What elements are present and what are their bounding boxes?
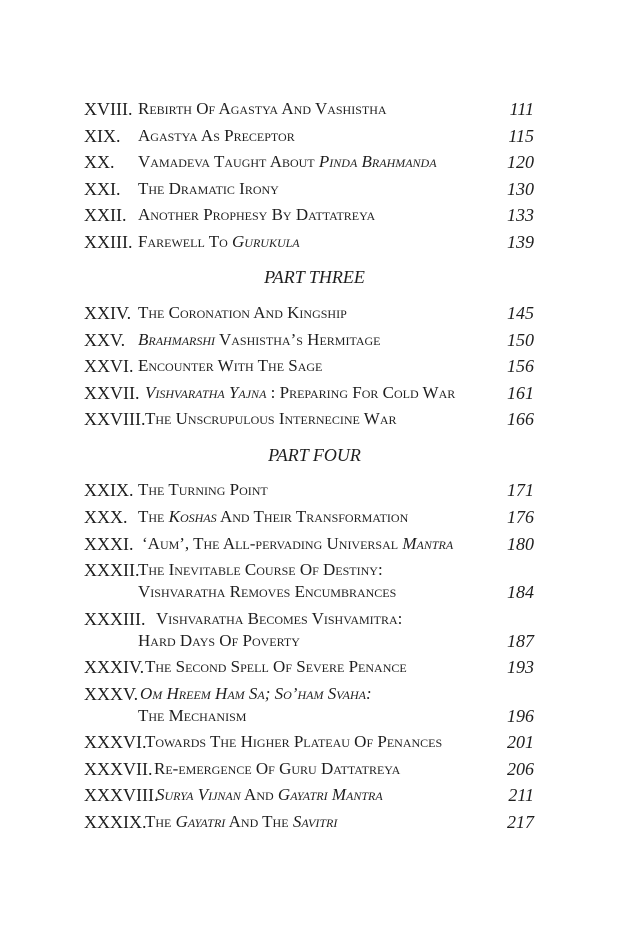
chapter-number: XX. (84, 152, 115, 172)
title-text: Farewell To (138, 232, 233, 251)
page-number: 184 (507, 582, 534, 602)
chapter-title: The Turning Point (138, 480, 268, 499)
toc-entry (84, 329, 536, 351)
toc-entry-page (84, 705, 536, 727)
title-italic: Koshas (168, 507, 217, 526)
title-text: The (145, 812, 176, 831)
chapter-number: XVIII. (84, 99, 133, 119)
chapter-title: The Coronation And Kingship (138, 303, 347, 322)
page-number: 211 (508, 785, 534, 805)
chapter-number: XXXVII. (84, 759, 153, 779)
title-text: : Preparing For Cold War (266, 383, 456, 402)
chapter-title: Towards The Higher Plateau Of Penances (145, 732, 443, 751)
chapter-title (140, 683, 372, 705)
chapter-number: XXX. (84, 507, 128, 527)
page-number: 111 (509, 99, 534, 119)
toc-entry (84, 231, 536, 253)
chapter-title: The Unscrupulous Internecine War (145, 409, 397, 428)
page-number: 133 (507, 205, 534, 225)
title-text: And Their Transformation (216, 507, 409, 526)
title-italic: Surya Vijnan (156, 785, 241, 804)
toc-entry-page (84, 630, 536, 652)
chapter-number: XXVII. (84, 383, 140, 403)
chapter-number: XXXIV. (84, 657, 145, 677)
title-italic: Brahmarshi (138, 330, 216, 349)
chapter-title: Vishvaratha Becomes Vishvamitra: (156, 609, 403, 628)
page-number: 193 (507, 657, 534, 677)
toc-entry (84, 811, 536, 833)
chapter-number: XXXII. (84, 560, 140, 580)
chapter-number: XXV. (84, 330, 126, 350)
chapter-title: Encounter With The Sage (138, 356, 323, 375)
chapter-title (156, 784, 383, 806)
chapter-title (138, 231, 300, 253)
page-number: 150 (507, 330, 534, 350)
title-italic: Gurukula (232, 232, 300, 251)
chapter-number: XXIV. (84, 303, 132, 323)
chapter-title: Agastya As Preceptor (138, 126, 295, 145)
chapter-number: XXXIX. (84, 812, 147, 832)
page-number: 120 (507, 152, 534, 172)
title-italic: Gayatri (175, 812, 226, 831)
page-number: 166 (507, 409, 534, 429)
chapter-number: XXXI. (84, 534, 134, 554)
page-number: 145 (507, 303, 534, 323)
toc-entry (84, 408, 536, 430)
chapter-title: The Second Spell Of Severe Penance (145, 657, 407, 676)
toc-entry (84, 178, 536, 200)
chapter-title (145, 382, 455, 404)
toc-entry (84, 731, 536, 753)
chapter-number: XXXVIII. (84, 785, 159, 805)
chapter-number: XXXVI. (84, 732, 147, 752)
chapter-title (138, 329, 380, 351)
page-number: 156 (507, 356, 534, 376)
title-italic: Gayatri Mantra (277, 785, 383, 804)
toc-entry (84, 355, 536, 377)
toc-entry (84, 559, 536, 581)
chapter-number: XXIX. (84, 480, 134, 500)
toc-entry (84, 758, 536, 780)
page-number: 161 (507, 383, 534, 403)
page-number: 171 (507, 480, 534, 500)
chapter-number: XXVI. (84, 356, 134, 376)
toc-entry (84, 784, 536, 806)
toc-entry (84, 533, 536, 555)
toc-entry (84, 204, 536, 226)
chapter-title: The Inevitable Course Of Destiny: (138, 560, 383, 579)
page-number: 115 (508, 126, 534, 146)
title-italic: Savitri (292, 812, 338, 831)
title-text: Vashistha’s Hermitage (215, 330, 381, 349)
toc-entry (84, 98, 536, 120)
chapter-number: XIX. (84, 126, 121, 146)
chapter-number: XXI. (84, 179, 121, 199)
chapter-title-line2: Hard Days Of Poverty (138, 631, 300, 650)
page-number: 139 (507, 232, 534, 252)
part-four-heading: PART FOUR (268, 445, 361, 465)
chapter-number: XXXV. (84, 684, 139, 704)
toc-entry (84, 506, 536, 528)
title-italic: Vishvaratha Yajna (145, 383, 267, 402)
page-number: 196 (507, 706, 534, 726)
toc-entry (84, 125, 536, 147)
toc-entry (84, 479, 536, 501)
chapter-title-line2: The Mechanism (138, 706, 247, 725)
chapter-title (142, 533, 453, 555)
toc-entry (84, 151, 536, 173)
chapter-title-line2: Vishvaratha Removes Encumbrances (138, 582, 397, 601)
page-number: 217 (507, 812, 534, 832)
chapter-title (145, 811, 337, 833)
title-text: And (240, 785, 278, 804)
title-italic: Om Hreem Ham Sa; So’ham Svaha: (140, 684, 372, 703)
chapter-number: XXVIII. (84, 409, 146, 429)
page-number: 201 (507, 732, 534, 752)
page-number: 206 (507, 759, 534, 779)
page-number: 130 (507, 179, 534, 199)
chapter-title: Another Prophesy By Dattatreya (138, 205, 376, 224)
toc-entry-page (84, 581, 536, 603)
part-three-heading: PART THREE (264, 267, 365, 287)
title-text: And The (225, 812, 293, 831)
chapter-title: Rebirth Of Agastya And Vashistha (138, 99, 387, 118)
title-italic: Pinda Brahmanda (318, 152, 437, 171)
toc-entry (84, 656, 536, 678)
chapter-title (138, 506, 408, 528)
page-number: 187 (507, 631, 534, 651)
title-italic: Mantra (402, 534, 454, 553)
title-text: The (138, 507, 169, 526)
chapter-number: XXXIII. (84, 609, 146, 629)
toc-entry (84, 302, 536, 324)
toc-entry (84, 608, 536, 630)
chapter-number: XXII. (84, 205, 127, 225)
title-text: ‘Aum’, The All-pervading Universal (142, 534, 403, 553)
page-number: 176 (507, 507, 534, 527)
toc-entry (84, 683, 536, 705)
title-text: Vamadeva Taught About (138, 152, 319, 171)
page-number: 180 (507, 534, 534, 554)
chapter-title: Re-emergence Of Guru Dattatreya (154, 759, 401, 778)
chapter-title: The Dramatic Irony (138, 179, 279, 198)
chapter-title (138, 151, 437, 173)
toc-entry (84, 382, 536, 404)
chapter-number: XXIII. (84, 232, 133, 252)
